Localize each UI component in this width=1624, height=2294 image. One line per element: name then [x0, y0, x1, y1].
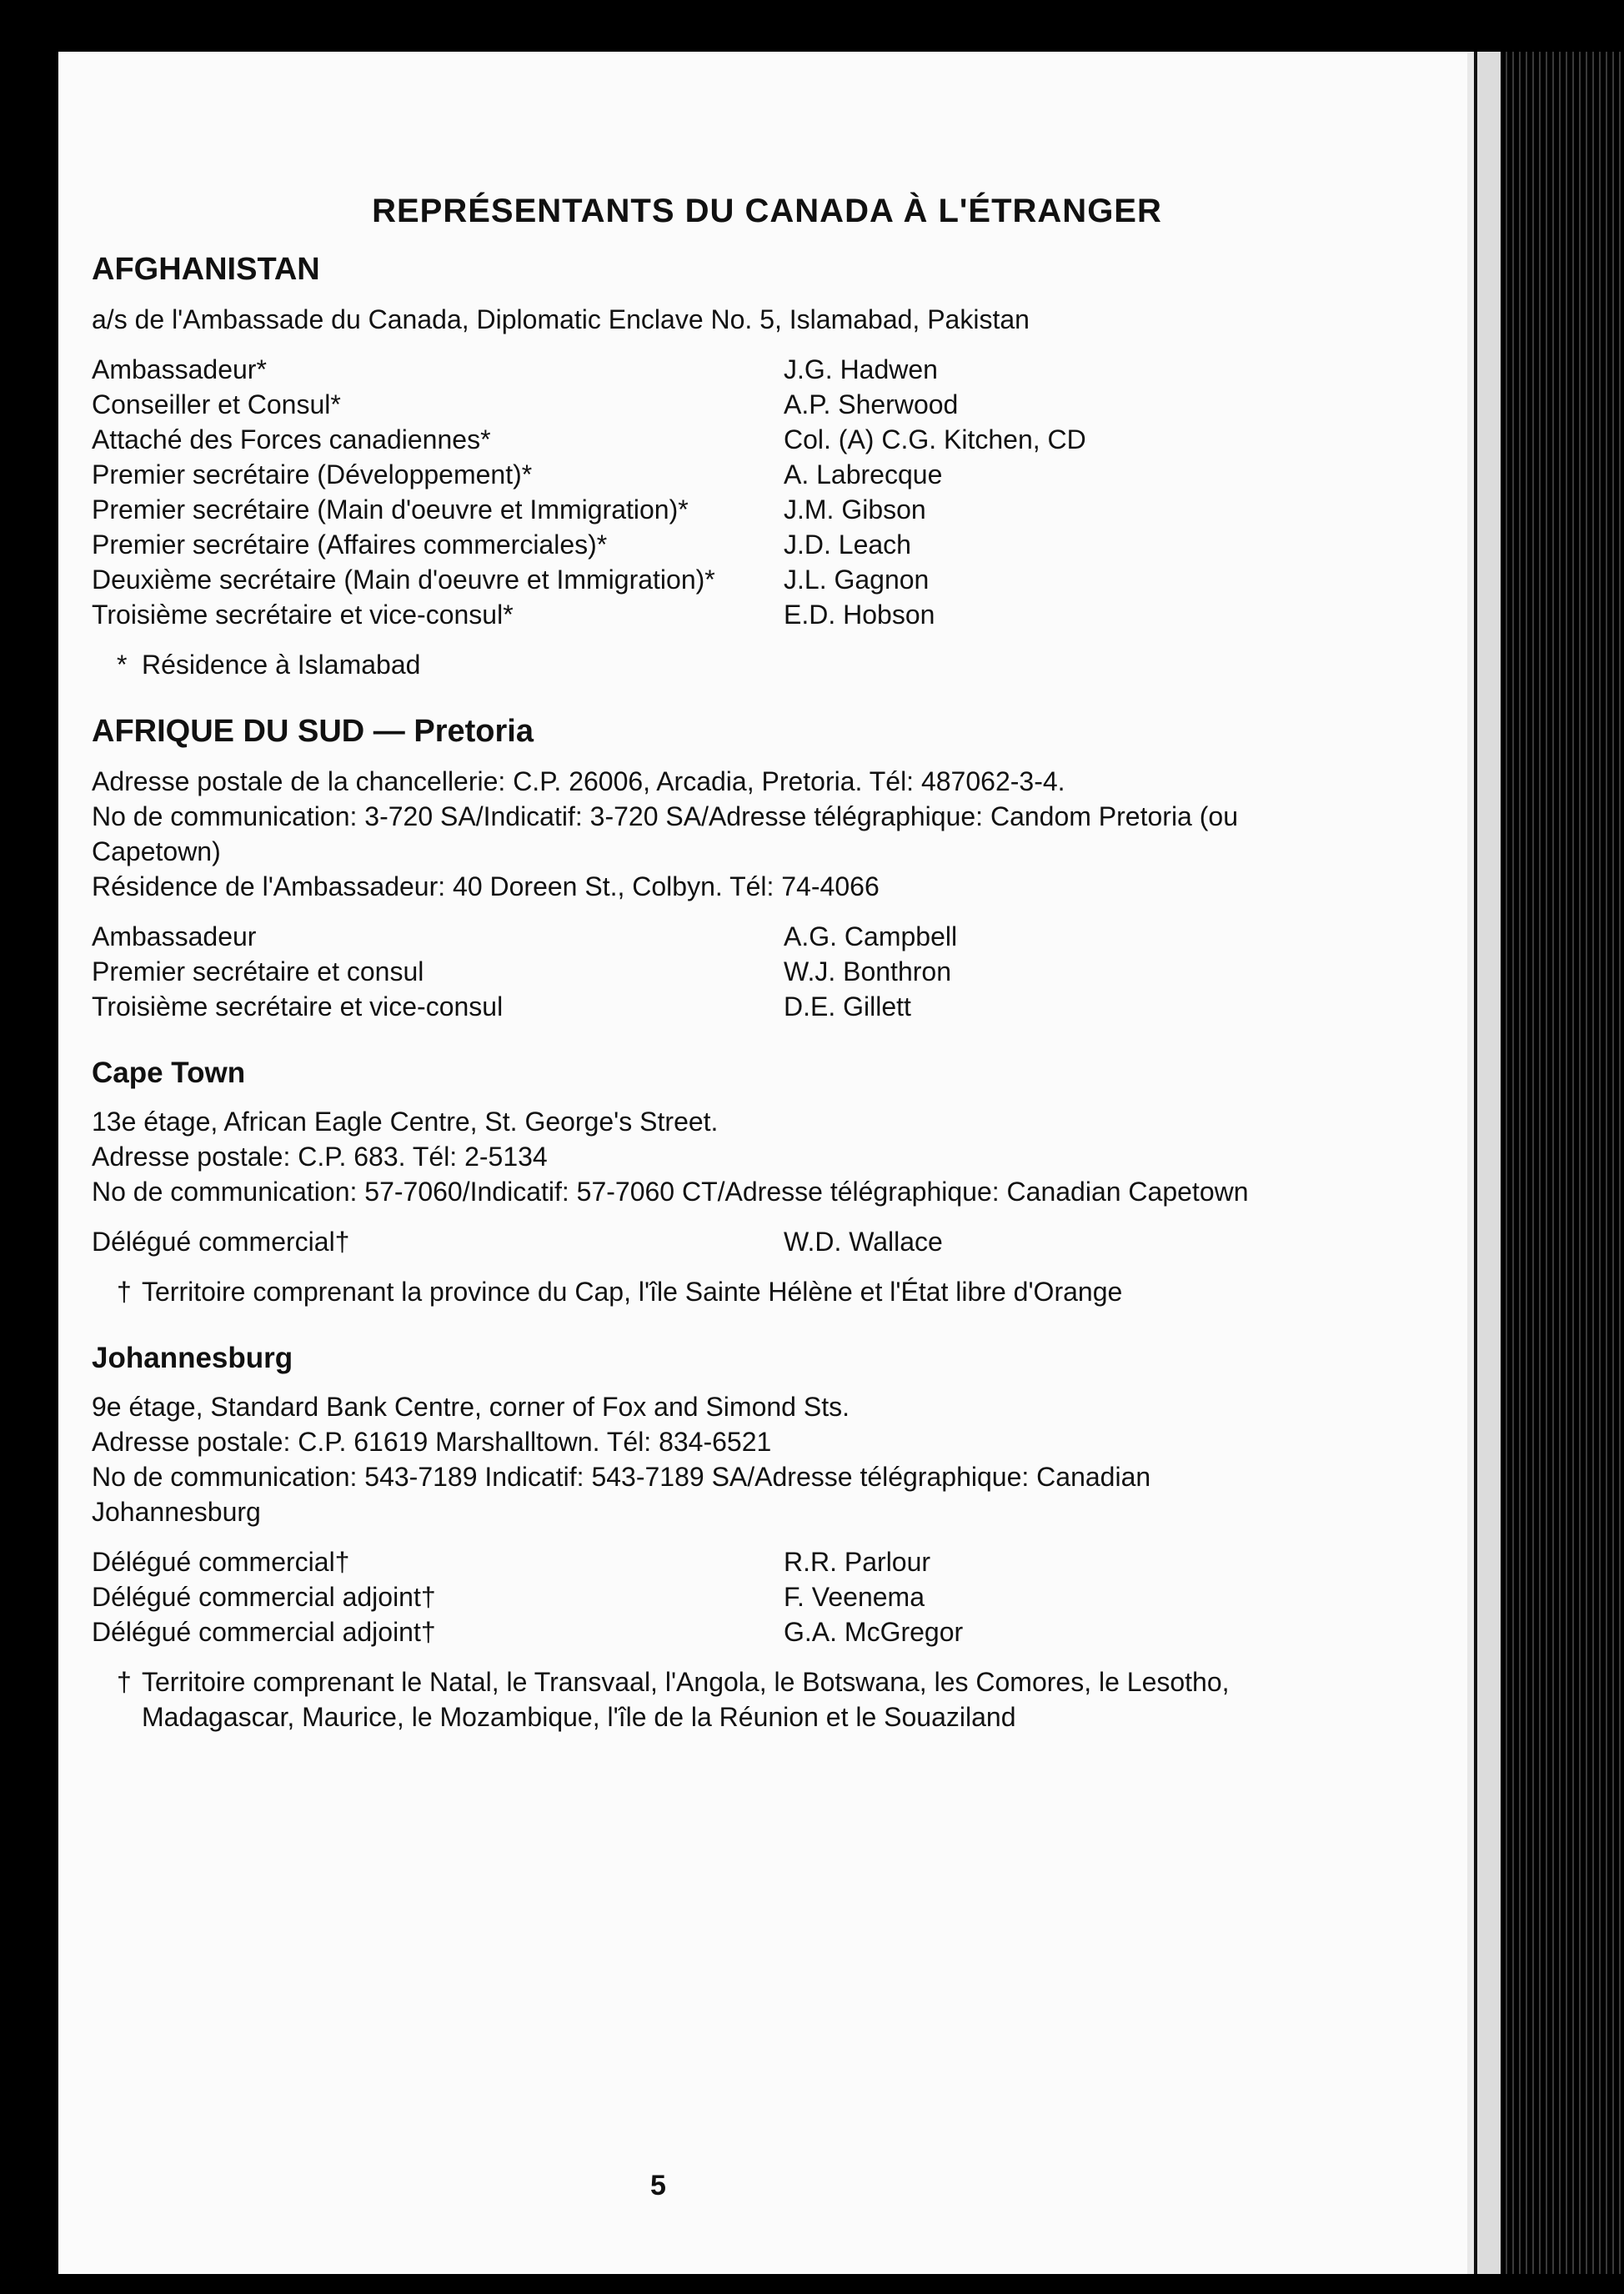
- footnote-text: Résidence à Islamabad: [142, 650, 421, 680]
- section-heading: AFGHANISTAN: [92, 252, 320, 287]
- staff-role: Troisième secrétaire et vice-consul*: [92, 600, 514, 630]
- footnote-text: Territoire comprenant le Natal, le Transvaal, l'Angola, le Botswana, les Comores, le Lesotho, Madagascar, Maurice, le Mozambique, l'île de la Réunion et le Souaziland: [142, 1667, 1230, 1732]
- address-line: Résidence de l'Ambassadeur: 40 Doreen St., Colbyn. Tél: 74-4066: [92, 871, 880, 901]
- address-line: Adresse postale: C.P. 61619 Marshalltown. Tél: 834-6521: [92, 1427, 772, 1457]
- address-line: Adresse postale: C.P. 683. Tél: 2-5134: [92, 1142, 548, 1172]
- staff-name: W.J. Bonthron: [784, 956, 951, 986]
- staff-name: J.D. Leach: [784, 530, 911, 560]
- staff-name: A.G. Campbell: [784, 921, 958, 951]
- page-content: [92, 193, 1292, 1766]
- staff-list: [92, 919, 1292, 1024]
- staff-name: F. Veenema: [784, 1582, 925, 1612]
- staff-role: Délégué commercial adjoint†: [92, 1617, 436, 1647]
- staff-name: A. Labrecque: [784, 459, 943, 489]
- address-line: Adresse postale de la chancellerie: C.P. 26006, Arcadia, Pretoria. Tél: 487062-3-4.: [92, 766, 1065, 796]
- staff-name: W.D. Wallace: [784, 1227, 943, 1257]
- staff-list: [92, 352, 1292, 632]
- staff-role: Délégué commercial†: [92, 1227, 350, 1257]
- section-heading: Johannesburg: [92, 1342, 293, 1374]
- address-line: No de communication: 57-7060/Indicatif: 57-7060 CT/Adresse télégraphique: Canadian Capetown: [92, 1177, 1249, 1207]
- section-afghanistan: [92, 252, 1292, 682]
- staff-role: Ambassadeur: [92, 921, 257, 951]
- staff-role: Premier secrétaire (Affaires commerciales)*: [92, 530, 608, 560]
- section-cape-town: [92, 1056, 1292, 1309]
- address-block: [92, 1104, 1292, 1209]
- footnote-text: Territoire comprenant la province du Cap, l'île Sainte Hélène et l'État libre d'Orange: [142, 1277, 1123, 1307]
- footnote-mark: *: [117, 650, 128, 680]
- page-edge: [1467, 52, 1501, 2274]
- staff-role: Attaché des Forces canadiennes*: [92, 424, 491, 454]
- document-page: [58, 52, 1467, 2274]
- footnote: [117, 1274, 1292, 1309]
- section-heading: AFRIQUE DU SUD — Pretoria: [92, 714, 534, 749]
- staff-role: Premier secrétaire (Main d'oeuvre et Immigration)*: [92, 494, 689, 525]
- footnote-mark: †: [117, 1277, 132, 1307]
- address-block: [92, 1389, 1292, 1529]
- address-block: [92, 302, 1292, 337]
- page-title: REPRÉSENTANTS DU CANADA À L'ÉTRANGER: [372, 193, 1162, 229]
- staff-name: J.G. Hadwen: [784, 354, 938, 384]
- address-line: 9e étage, Standard Bank Centre, corner of Fox and Simond Sts.: [92, 1392, 850, 1422]
- address-line: No de communication: 3-720 SA/Indicatif: 3-720 SA/Adresse télégraphique: Candom Pretoria (ou Capetown): [92, 801, 1238, 866]
- section-johannesburg: [92, 1341, 1292, 1734]
- staff-name: D.E. Gillett: [784, 991, 911, 1022]
- staff-role: Troisième secrétaire et vice-consul: [92, 991, 504, 1022]
- address-line: No de communication: 543-7189 Indicatif: 543-7189 SA/Adresse télégraphique: Canadian Johannesburg: [92, 1462, 1151, 1527]
- staff-role: Premier secrétaire et consul: [92, 956, 424, 986]
- address-block: [92, 764, 1292, 904]
- staff-name: J.M. Gibson: [784, 494, 926, 525]
- staff-list: [92, 1224, 1292, 1259]
- staff-name: A.P. Sherwood: [784, 389, 959, 419]
- staff-name: Col. (A) C.G. Kitchen, CD: [784, 424, 1086, 454]
- staff-list: [92, 1544, 1292, 1649]
- staff-role: Délégué commercial adjoint†: [92, 1582, 436, 1612]
- staff-name: J.L. Gagnon: [784, 565, 930, 595]
- staff-name: R.R. Parlour: [784, 1547, 931, 1577]
- staff-role: Ambassadeur*: [92, 354, 267, 384]
- staff-name: G.A. McGregor: [784, 1617, 964, 1647]
- staff-role: Deuxième secrétaire (Main d'oeuvre et Immigration)*: [92, 565, 715, 595]
- staff-role: Délégué commercial†: [92, 1547, 350, 1577]
- staff-role: Premier secrétaire (Développement)*: [92, 459, 533, 489]
- address-line: a/s de l'Ambassade du Canada, Diplomatic Enclave No. 5, Islamabad, Pakistan: [92, 304, 1030, 334]
- address-line: 13e étage, African Eagle Centre, St. George's Street.: [92, 1107, 719, 1137]
- staff-name: E.D. Hobson: [784, 600, 935, 630]
- book-binding: [1501, 52, 1624, 2274]
- section-afrique-du-sud: [92, 714, 1292, 1024]
- section-heading: Cape Town: [92, 1057, 246, 1089]
- footnote-mark: †: [117, 1667, 132, 1697]
- staff-role: Conseiller et Consul*: [92, 389, 341, 419]
- footnote: [117, 647, 1292, 682]
- footnote: [117, 1664, 1292, 1734]
- page-number: 5: [650, 2170, 666, 2201]
